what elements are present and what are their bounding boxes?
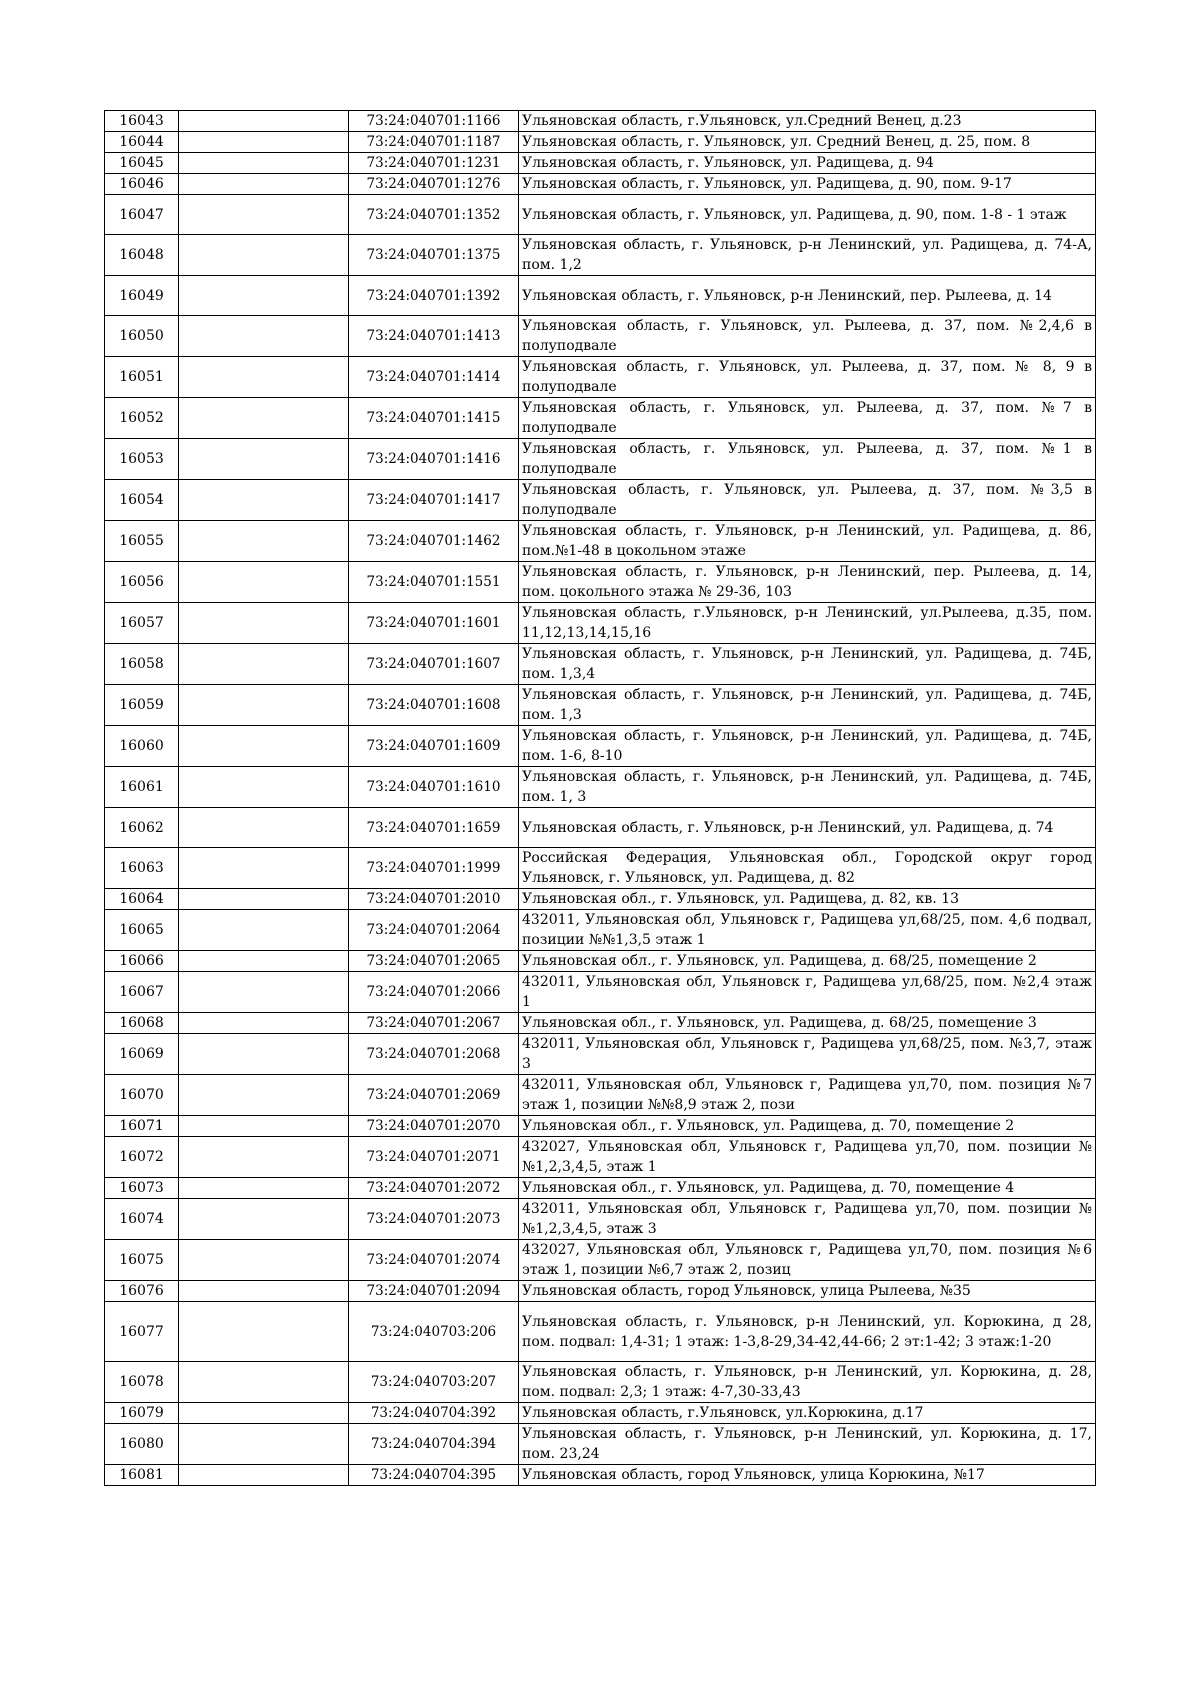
row-number-cell: 16075 <box>105 1240 179 1281</box>
row-number-cell: 16072 <box>105 1137 179 1178</box>
table-row <box>105 767 1096 808</box>
empty-cell <box>179 1281 349 1302</box>
table-row <box>105 726 1096 767</box>
empty-cell <box>179 1302 349 1362</box>
registry-table-body <box>105 111 1096 1486</box>
address-cell: Ульяновская область, г. Ульяновск, р-н Ленинский, ул. Корюкина, д. 17, пом. 23,24 <box>519 1424 1096 1465</box>
empty-cell <box>179 889 349 910</box>
empty-cell <box>179 848 349 889</box>
address-cell: Ульяновская обл., г. Ульяновск, ул. Радищева, д. 70, помещение 4 <box>519 1178 1096 1199</box>
cadastral-number-cell: 73:24:040701:2094 <box>349 1281 519 1302</box>
row-number-cell: 16058 <box>105 644 179 685</box>
row-number-cell: 16061 <box>105 767 179 808</box>
address-cell: Ульяновская область, г. Ульяновск, ул. Рылеева, д. 37, пом. № 8, 9 в полуподвале <box>519 357 1096 398</box>
cadastral-number-cell: 73:24:040701:2065 <box>349 951 519 972</box>
row-number-cell: 16065 <box>105 910 179 951</box>
address-cell: 432027, Ульяновская обл, Ульяновск г, Радищева ул,70, пом. позиции №№1,2,3,4,5, этаж 1 <box>519 1137 1096 1178</box>
row-number-cell: 16045 <box>105 153 179 174</box>
empty-cell <box>179 1013 349 1034</box>
cadastral-number-cell: 73:24:040701:1276 <box>349 174 519 195</box>
cadastral-number-cell: 73:24:040701:2064 <box>349 910 519 951</box>
empty-cell <box>179 276 349 316</box>
cadastral-number-cell: 73:24:040701:1601 <box>349 603 519 644</box>
row-number-cell: 16079 <box>105 1403 179 1424</box>
cadastral-number-cell: 73:24:040703:206 <box>349 1302 519 1362</box>
row-number-cell: 16067 <box>105 972 179 1013</box>
table-row <box>105 153 1096 174</box>
table-row <box>105 1075 1096 1116</box>
row-number-cell: 16077 <box>105 1302 179 1362</box>
table-row <box>105 316 1096 357</box>
empty-cell <box>179 439 349 480</box>
address-cell: Ульяновская область, г. Ульяновск, ул. Радищева, д. 90, пом. 9-17 <box>519 174 1096 195</box>
table-row <box>105 276 1096 316</box>
row-number-cell: 16060 <box>105 726 179 767</box>
empty-cell <box>179 1034 349 1075</box>
table-row <box>105 132 1096 153</box>
address-cell: Ульяновская область, г. Ульяновск, р-н Ленинский, пер. Рылеева, д. 14, пом. цокольного этажа № 29-36, 103 <box>519 562 1096 603</box>
empty-cell <box>179 1178 349 1199</box>
row-number-cell: 16080 <box>105 1424 179 1465</box>
address-cell: Ульяновская область, город Ульяновск, улица Корюкина, №17 <box>519 1465 1096 1486</box>
cadastral-number-cell: 73:24:040701:1414 <box>349 357 519 398</box>
address-cell: 432027, Ульяновская обл, Ульяновск г, Радищева ул,70, пом. позиция №6 этаж 1, позиции №6,7 этаж 2, позиц <box>519 1240 1096 1281</box>
table-row <box>105 1424 1096 1465</box>
empty-cell <box>179 1116 349 1137</box>
table-row <box>105 1281 1096 1302</box>
cadastral-number-cell: 73:24:040701:1999 <box>349 848 519 889</box>
empty-cell <box>179 398 349 439</box>
row-number-cell: 16047 <box>105 195 179 235</box>
empty-cell <box>179 1199 349 1240</box>
empty-cell <box>179 1240 349 1281</box>
cadastral-number-cell: 73:24:040701:2069 <box>349 1075 519 1116</box>
address-cell: Ульяновская область, г. Ульяновск, р-н Ленинский, ул. Радищева, д. 74-А, пом. 1,2 <box>519 235 1096 276</box>
row-number-cell: 16048 <box>105 235 179 276</box>
cadastral-number-cell: 73:24:040701:1607 <box>349 644 519 685</box>
row-number-cell: 16073 <box>105 1178 179 1199</box>
cadastral-number-cell: 73:24:040701:1375 <box>349 235 519 276</box>
table-row <box>105 195 1096 235</box>
address-cell: Российская Федерация, Ульяновская обл., Городской округ город Ульяновск, г. Ульяновск, ул. Радищева, д. 82 <box>519 848 1096 889</box>
empty-cell <box>179 521 349 562</box>
empty-cell <box>179 1362 349 1403</box>
table-row <box>105 235 1096 276</box>
row-number-cell: 16053 <box>105 439 179 480</box>
row-number-cell: 16064 <box>105 889 179 910</box>
empty-cell <box>179 951 349 972</box>
cadastral-number-cell: 73:24:040701:1609 <box>349 726 519 767</box>
empty-cell <box>179 153 349 174</box>
table-row <box>105 1302 1096 1362</box>
address-cell: Ульяновская обл., г. Ульяновск, ул. Радищева, д. 82, кв. 13 <box>519 889 1096 910</box>
empty-cell <box>179 910 349 951</box>
cadastral-number-cell: 73:24:040701:1166 <box>349 111 519 132</box>
empty-cell <box>179 562 349 603</box>
cadastral-number-cell: 73:24:040701:2074 <box>349 1240 519 1281</box>
empty-cell <box>179 316 349 357</box>
table-row <box>105 398 1096 439</box>
cadastral-number-cell: 73:24:040701:1415 <box>349 398 519 439</box>
row-number-cell: 16056 <box>105 562 179 603</box>
row-number-cell: 16043 <box>105 111 179 132</box>
cadastral-number-cell: 73:24:040701:1462 <box>349 521 519 562</box>
table-row <box>105 1116 1096 1137</box>
table-row <box>105 603 1096 644</box>
row-number-cell: 16054 <box>105 480 179 521</box>
table-row <box>105 1013 1096 1034</box>
row-number-cell: 16051 <box>105 357 179 398</box>
cadastral-number-cell: 73:24:040701:1551 <box>349 562 519 603</box>
address-cell: Ульяновская область, г. Ульяновск, ул. Рылеева, д. 37, пом. №3,5 в полуподвале <box>519 480 1096 521</box>
cadastral-number-cell: 73:24:040701:2010 <box>349 889 519 910</box>
address-cell: Ульяновская область, г. Ульяновск, р-н Ленинский, ул. Корюкина, д 28, пом. подвал: 1,4-31; 1 этаж: 1-3,8-29,34-42,44-66; 2 эт:1-42; 3 этаж:1-20 <box>519 1302 1096 1362</box>
table-row <box>105 1240 1096 1281</box>
row-number-cell: 16046 <box>105 174 179 195</box>
cadastral-number-cell: 73:24:040701:2070 <box>349 1116 519 1137</box>
empty-cell <box>179 111 349 132</box>
empty-cell <box>179 235 349 276</box>
table-row <box>105 951 1096 972</box>
empty-cell <box>179 357 349 398</box>
row-number-cell: 16074 <box>105 1199 179 1240</box>
row-number-cell: 16057 <box>105 603 179 644</box>
address-cell: Ульяновская область, г. Ульяновск, р-н Ленинский, ул. Корюкина, д. 28, пом. подвал: 2,3; 1 этаж: 4-7,30-33,43 <box>519 1362 1096 1403</box>
table-row <box>105 1403 1096 1424</box>
row-number-cell: 16059 <box>105 685 179 726</box>
address-cell: Ульяновская область, г. Ульяновск, р-н Ленинский, ул. Радищева, д. 74Б, пом. 1,3,4 <box>519 644 1096 685</box>
address-cell: Ульяновская область, г. Ульяновск, р-н Ленинский, ул. Радищева, д. 74 <box>519 808 1096 848</box>
address-cell: Ульяновская область, г. Ульяновск, ул. Средний Венец, д. 25, пом. 8 <box>519 132 1096 153</box>
cadastral-number-cell: 73:24:040701:1417 <box>349 480 519 521</box>
cadastral-number-cell: 73:24:040701:1231 <box>349 153 519 174</box>
table-row <box>105 889 1096 910</box>
address-cell: Ульяновская область, город Ульяновск, улица Рылеева, №35 <box>519 1281 1096 1302</box>
row-number-cell: 16049 <box>105 276 179 316</box>
cadastral-number-cell: 73:24:040704:392 <box>349 1403 519 1424</box>
row-number-cell: 16070 <box>105 1075 179 1116</box>
table-row <box>105 439 1096 480</box>
empty-cell <box>179 132 349 153</box>
address-cell: 432011, Ульяновская обл, Ульяновск г, Радищева ул,70, пом. позиция №7 этаж 1, позиции №№8,9 этаж 2, пози <box>519 1075 1096 1116</box>
address-cell: Ульяновская область, г. Ульяновск, р-н Ленинский, ул. Радищева, д. 74Б, пом. 1, 3 <box>519 767 1096 808</box>
empty-cell <box>179 480 349 521</box>
row-number-cell: 16044 <box>105 132 179 153</box>
row-number-cell: 16062 <box>105 808 179 848</box>
row-number-cell: 16081 <box>105 1465 179 1486</box>
address-cell: Ульяновская область, г.Ульяновск, ул.Средний Венец, д.23 <box>519 111 1096 132</box>
address-cell: Ульяновская обл., г. Ульяновск, ул. Радищева, д. 70, помещение 2 <box>519 1116 1096 1137</box>
cadastral-number-cell: 73:24:040701:1352 <box>349 195 519 235</box>
empty-cell <box>179 972 349 1013</box>
address-cell: Ульяновская область, г. Ульяновск, р-н Ленинский, ул. Радищева, д. 74Б, пом. 1-6, 8-10 <box>519 726 1096 767</box>
address-cell: Ульяновская область, г. Ульяновск, ул. Радищева, д. 94 <box>519 153 1096 174</box>
empty-cell <box>179 1424 349 1465</box>
address-cell: Ульяновская область, г. Ульяновск, р-н Ленинский, ул. Радищева, д. 86, пом.№1-48 в цокольном этаже <box>519 521 1096 562</box>
empty-cell <box>179 1403 349 1424</box>
address-cell: 432011, Ульяновская обл, Ульяновск г, Радищева ул,68/25, пом. 4,6 подвал, позиции №№1,3,5 этаж 1 <box>519 910 1096 951</box>
table-row <box>105 1137 1096 1178</box>
address-cell: Ульяновская обл., г. Ульяновск, ул. Радищева, д. 68/25, помещение 2 <box>519 951 1096 972</box>
registry-table <box>104 110 1096 1486</box>
empty-cell <box>179 1465 349 1486</box>
table-row <box>105 357 1096 398</box>
address-cell: Ульяновская область, г. Ульяновск, ул. Рылеева, д. 37, пом. №7 в полуподвале <box>519 398 1096 439</box>
row-number-cell: 16078 <box>105 1362 179 1403</box>
address-cell: Ульяновская область, г. Ульяновск, ул. Радищева, д. 90, пом. 1-8 - 1 этаж <box>519 195 1096 235</box>
table-row <box>105 111 1096 132</box>
empty-cell <box>179 644 349 685</box>
address-cell: Ульяновская область, г. Ульяновск, р-н Ленинский, пер. Рылеева, д. 14 <box>519 276 1096 316</box>
cadastral-number-cell: 73:24:040704:395 <box>349 1465 519 1486</box>
table-row <box>105 685 1096 726</box>
cadastral-number-cell: 73:24:040701:2066 <box>349 972 519 1013</box>
table-row <box>105 480 1096 521</box>
cadastral-number-cell: 73:24:040701:1608 <box>349 685 519 726</box>
row-number-cell: 16068 <box>105 1013 179 1034</box>
empty-cell <box>179 1137 349 1178</box>
row-number-cell: 16050 <box>105 316 179 357</box>
address-cell: 432011, Ульяновская обл, Ульяновск г, Радищева ул,68/25, пом. №2,4 этаж 1 <box>519 972 1096 1013</box>
row-number-cell: 16063 <box>105 848 179 889</box>
cadastral-number-cell: 73:24:040701:1392 <box>349 276 519 316</box>
cadastral-number-cell: 73:24:040704:394 <box>349 1424 519 1465</box>
empty-cell <box>179 174 349 195</box>
address-cell: Ульяновская область, г. Ульяновск, ул. Рылеева, д. 37, пом. №1 в полуподвале <box>519 439 1096 480</box>
address-cell: 432011, Ульяновская обл, Ульяновск г, Радищева ул,68/25, пом. №3,7, этаж 3 <box>519 1034 1096 1075</box>
empty-cell <box>179 195 349 235</box>
cadastral-number-cell: 73:24:040701:1413 <box>349 316 519 357</box>
table-row <box>105 562 1096 603</box>
cadastral-number-cell: 73:24:040701:1610 <box>349 767 519 808</box>
address-cell: 432011, Ульяновская обл, Ульяновск г, Радищева ул,70, пом. позиции №№1,2,3,4,5, этаж 3 <box>519 1199 1096 1240</box>
table-row <box>105 848 1096 889</box>
row-number-cell: 16069 <box>105 1034 179 1075</box>
cadastral-number-cell: 73:24:040701:2072 <box>349 1178 519 1199</box>
address-cell: Ульяновская область, г. Ульяновск, р-н Ленинский, ул. Радищева, д. 74Б, пом. 1,3 <box>519 685 1096 726</box>
cadastral-number-cell: 73:24:040703:207 <box>349 1362 519 1403</box>
row-number-cell: 16076 <box>105 1281 179 1302</box>
cadastral-number-cell: 73:24:040701:1187 <box>349 132 519 153</box>
table-row <box>105 1362 1096 1403</box>
table-row <box>105 1034 1096 1075</box>
table-row <box>105 521 1096 562</box>
table-row <box>105 1199 1096 1240</box>
table-row <box>105 1465 1096 1486</box>
table-row <box>105 174 1096 195</box>
empty-cell <box>179 726 349 767</box>
address-cell: Ульяновская область, г.Ульяновск, ул.Корюкина, д.17 <box>519 1403 1096 1424</box>
cadastral-number-cell: 73:24:040701:2067 <box>349 1013 519 1034</box>
cadastral-number-cell: 73:24:040701:1416 <box>349 439 519 480</box>
cadastral-number-cell: 73:24:040701:2068 <box>349 1034 519 1075</box>
cadastral-number-cell: 73:24:040701:2071 <box>349 1137 519 1178</box>
table-row <box>105 808 1096 848</box>
table-row <box>105 644 1096 685</box>
address-cell: Ульяновская обл., г. Ульяновск, ул. Радищева, д. 68/25, помещение 3 <box>519 1013 1096 1034</box>
empty-cell <box>179 808 349 848</box>
table-row <box>105 910 1096 951</box>
row-number-cell: 16071 <box>105 1116 179 1137</box>
empty-cell <box>179 1075 349 1116</box>
cadastral-number-cell: 73:24:040701:1659 <box>349 808 519 848</box>
row-number-cell: 16052 <box>105 398 179 439</box>
row-number-cell: 16066 <box>105 951 179 972</box>
address-cell: Ульяновская область, г. Ульяновск, ул. Рылеева, д. 37, пом. №2,4,6 в полуподвале <box>519 316 1096 357</box>
empty-cell <box>179 685 349 726</box>
table-row <box>105 972 1096 1013</box>
cadastral-number-cell: 73:24:040701:2073 <box>349 1199 519 1240</box>
address-cell: Ульяновская область, г.Ульяновск, р-н Ленинский, ул.Рылеева, д.35, пом. 11,12,13,14,15,16 <box>519 603 1096 644</box>
table-row <box>105 1178 1096 1199</box>
empty-cell <box>179 767 349 808</box>
empty-cell <box>179 603 349 644</box>
row-number-cell: 16055 <box>105 521 179 562</box>
